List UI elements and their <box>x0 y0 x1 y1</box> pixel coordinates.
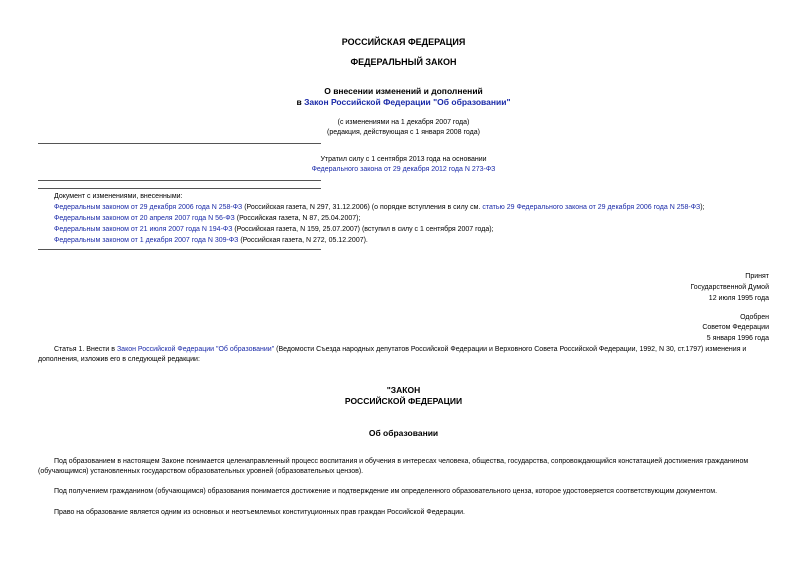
approved-label: Одобрен <box>740 314 769 321</box>
amendment-text: (Российская газета, N 272, 05.12.2007). <box>238 237 368 244</box>
divider <box>38 143 321 144</box>
amendment-link[interactable]: Федеральным законом от 29 декабря 2006 года N 258-ФЗ <box>54 204 243 211</box>
paragraph-2: Под получением гражданином (обучающимся) образования понимается достижение и подтверждение им определенного образовательного ценза, которое удостоверяется соответствующим документом. <box>54 488 718 495</box>
paragraph-1: Под образованием в настоящем Законе понимается целенаправленный процесс воспитания и обучения в интересах человека, общества, государства, сопровождающийся констатацией достижения гражданином <box>54 458 749 465</box>
accepted-by: Государственной Думой <box>690 284 769 291</box>
amendment-item <box>54 203 705 213</box>
law-title-line2 <box>0 97 807 107</box>
paragraph-1-cont: (обучающимся) установленных государством образовательных уровней (образовательных цензов). <box>38 468 364 475</box>
changes-note: (с изменениями на 1 декабря 2007 года) <box>337 119 470 126</box>
article1-link[interactable]: Закон Российской Федерации "Об образовании" <box>116 346 275 353</box>
approved-by: Советом Федерации <box>702 324 769 331</box>
law-type-heading: ФЕДЕРАЛЬНЫЙ ЗАКОН <box>350 57 457 67</box>
new-law-title-country: РОССИЙСКОЙ ФЕДЕРАЦИИ <box>344 396 463 406</box>
title-prefix: в <box>296 97 302 107</box>
divider <box>38 249 321 250</box>
edition-note: (редакция, действующая с 1 января 2008 года) <box>327 129 480 136</box>
accepted-date: 12 июля 1995 года <box>708 295 769 302</box>
law-title: О внесении изменений и дополнений <box>324 86 483 96</box>
amendment-text: (Российская газета, N 297, 31.12.2006) (о порядке вступления в силу см. <box>242 204 483 211</box>
amendments-heading: Документ с изменениями, внесенными: <box>54 193 183 200</box>
divider <box>38 188 321 189</box>
article1-text: (Ведомости Съезда народных депутатов Российской Федерации и Верховного Совета Российской Федерации, 1992, N 30, ст.1797) изменения и <box>274 346 747 353</box>
article1-prefix: Статья 1. Внести в <box>54 346 117 353</box>
amendment-text: (Российская газета, N 87, 25.04.2007); <box>234 215 361 222</box>
paragraph-3: Право на образование является одним из основных и неотъемлемых конституционных прав граждан Российской Федерации. <box>54 509 466 516</box>
amendment-item <box>54 236 368 246</box>
invalidation-link[interactable]: Федерального закона от 29 декабря 2012 года N 273-ФЗ <box>311 166 496 173</box>
new-law-subtitle: Об образовании <box>368 428 439 438</box>
article1-line2: дополнения, изложив его в следующей редакции: <box>38 356 200 363</box>
accepted-label: Принят <box>745 273 769 280</box>
invalidation-text: Утратил силу с 1 сентября 2013 года на основании <box>320 156 487 163</box>
title-link[interactable]: Закон Российской Федерации "Об образовании" <box>304 97 511 107</box>
article1-line1 <box>54 345 746 355</box>
amendment-link[interactable]: Федеральным законом от 21 июля 2007 года N 194-ФЗ <box>54 226 233 233</box>
country-heading: РОССИЙСКАЯ ФЕДЕРАЦИЯ <box>341 37 466 47</box>
amendment-link[interactable]: Федеральным законом от 1 декабря 2007 года N 309-ФЗ <box>54 237 239 244</box>
amendment-link[interactable]: Федеральным законом от 20 апреля 2007 года N 56-ФЗ <box>54 215 235 222</box>
divider <box>38 180 321 181</box>
new-law-title: "ЗАКОН <box>386 385 421 395</box>
amendment-link[interactable]: статью 29 Федерального закона от 29 декабря 2006 года N 258-ФЗ <box>482 204 701 211</box>
amendment-text: (Российская газета, N 159, 25.07.2007) (вступил в силу с 1 сентября 2007 года); <box>232 226 494 233</box>
amendment-item <box>54 214 360 224</box>
amendment-item <box>54 225 494 235</box>
approved-date: 5 января 1996 года <box>706 335 769 342</box>
amendment-tail: ); <box>700 204 705 211</box>
